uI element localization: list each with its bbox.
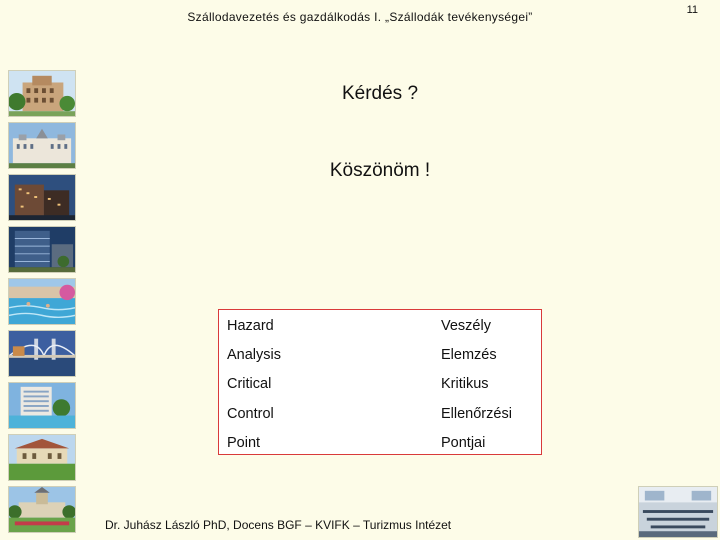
- conference-room-photo: [638, 486, 718, 538]
- footer-author: Dr. Juhász László PhD, Docens BGF – KVIFK – Turizmus Intézet: [105, 518, 452, 532]
- hotel-photo-3: [8, 174, 76, 221]
- haccp-row: [219, 314, 541, 338]
- slide-header-title: Szállodavezetés és gazdálkodás I. „Szállodák tevékenységei”: [187, 10, 533, 24]
- haccp-term-en: Critical: [227, 376, 272, 392]
- hotel-photo-4: [8, 226, 76, 273]
- haccp-row: [219, 343, 541, 367]
- haccp-table: [218, 309, 542, 455]
- hotel-photo-8: [8, 434, 76, 481]
- hotel-photo-6: [8, 330, 76, 377]
- hotel-photo-7: [8, 382, 76, 429]
- haccp-row: [219, 372, 541, 396]
- hotel-photo-strip: [8, 70, 76, 533]
- haccp-term-hu: Veszély: [441, 318, 491, 334]
- question-heading: Kérdés ?: [341, 83, 419, 104]
- haccp-term-hu: Ellenőrzési: [441, 406, 512, 422]
- hotel-photo-9: [8, 486, 76, 533]
- haccp-term-en: Point: [227, 435, 261, 451]
- haccp-row: [219, 431, 541, 455]
- page-number: 11: [686, 4, 698, 16]
- thanks-heading: Köszönöm !: [329, 160, 431, 181]
- haccp-term-en: Analysis: [227, 347, 281, 363]
- hotel-photo-2: [8, 122, 76, 169]
- haccp-term-hu: Elemzés: [441, 347, 497, 363]
- hotel-photo-5: [8, 278, 76, 325]
- hotel-photo-1: [8, 70, 76, 117]
- haccp-term-hu: Kritikus: [441, 376, 489, 392]
- haccp-row: [219, 402, 541, 426]
- haccp-term-en: Hazard: [227, 318, 274, 334]
- haccp-term-hu: Pontjai: [441, 435, 486, 451]
- haccp-term-en: Control: [227, 406, 274, 422]
